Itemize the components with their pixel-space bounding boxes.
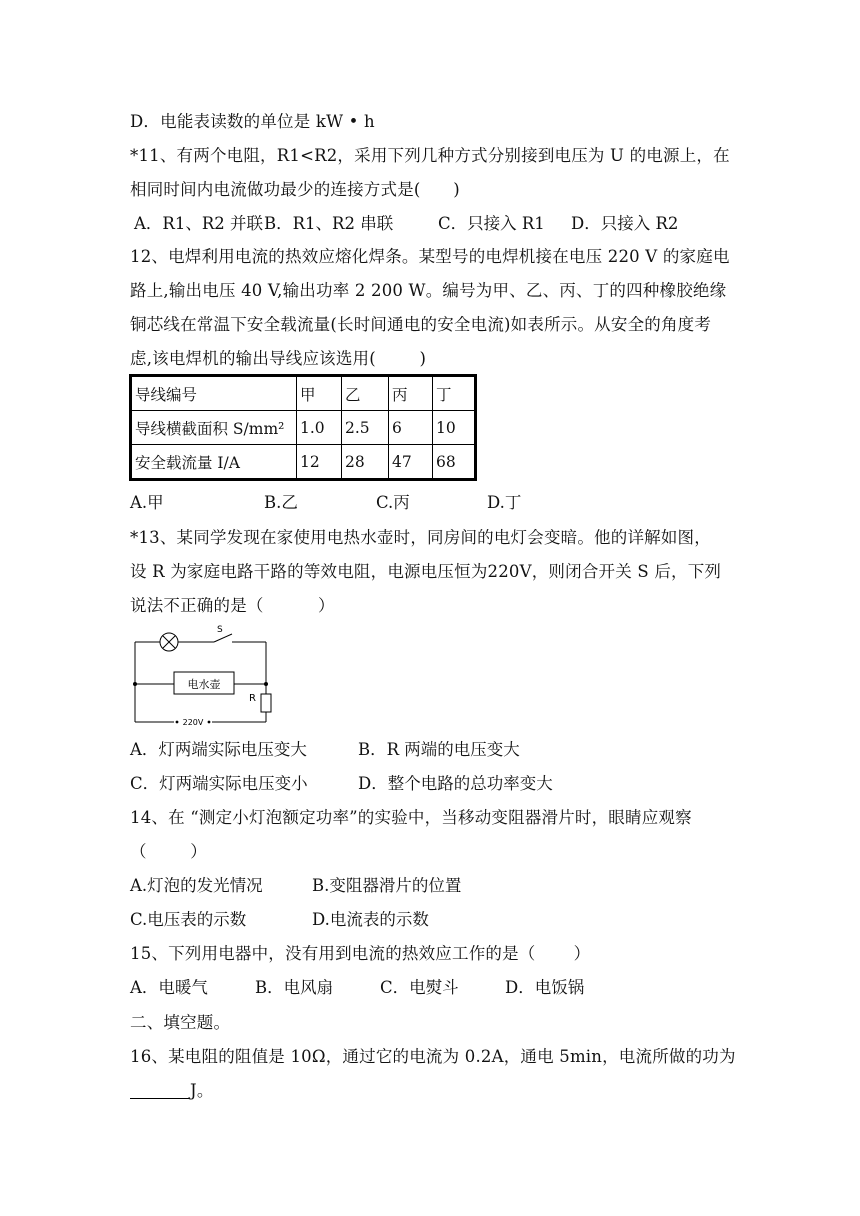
table-cell: 丁: [433, 376, 476, 411]
answer-blank[interactable]: [130, 1082, 190, 1099]
switch-icon: [214, 634, 232, 642]
table-cell: 1.0: [297, 411, 342, 445]
q12-line3: 铜芯线在常温下安全载流量(长时间通电的安全电流)如表所示。从安全的角度考: [130, 315, 712, 334]
source-label: 220V: [182, 718, 204, 727]
circuit-diagram: [128, 622, 278, 730]
q13-line1: *13、某同学发现在家使用电热水壶时，同房间的电灯会变暗。他的详解如图，: [130, 528, 711, 547]
q14-option-c: C.电压表的示数: [130, 910, 247, 929]
table-cell: 导线编号: [131, 376, 297, 411]
table-cell: 6: [389, 411, 433, 445]
q13-line2: 设 R 为家庭电路干路的等效电阻，电源电压恒为220V，则闭合开关 S 后，下列: [130, 562, 722, 581]
table-cell: 28: [342, 445, 389, 480]
table-cell: 安全载流量 I/A: [131, 445, 297, 480]
q14-option-b: B.变阻器滑片的位置: [312, 876, 462, 895]
q12-line4: 虑,该电焊机的输出导线应该选用( ): [130, 349, 427, 368]
table-cell: 12: [297, 445, 342, 480]
q15-option-d: D．电饭锅: [505, 978, 585, 997]
table-row: [131, 376, 476, 411]
q12-option-b: B.乙: [264, 493, 298, 512]
table-row: [131, 445, 476, 480]
q13-option-b: B．R 两端的电压变大: [358, 740, 520, 759]
switch-label: S: [217, 625, 223, 635]
table-row: [131, 411, 476, 445]
q14-line2: （ ）: [130, 842, 207, 861]
q12-line2: 路上,输出电压 40 V,输出功率 2 200 W。编号为甲、乙、丙、丁的四种橡胶绝缘: [130, 281, 727, 300]
q12-option-c: C.丙: [376, 493, 410, 512]
table-cell: 10: [433, 411, 476, 445]
q15-option-c: C．电熨斗: [380, 978, 459, 997]
table-cell: 乙: [342, 376, 389, 411]
q15-option-a: A．电暖气: [130, 978, 208, 997]
q14-option-a: A.灯泡的发光情况: [130, 876, 263, 895]
q13-option-a: A．灯两端实际电压变大: [130, 740, 307, 759]
q12-option-a: A.甲: [130, 493, 164, 512]
q11-option-b: B．R1、R2 串联: [264, 214, 394, 233]
q12-option-d: D.丁: [487, 493, 522, 512]
q11-option-c: C．只接入 R1: [438, 214, 545, 233]
q15-option-b: B．电风扇: [255, 978, 334, 997]
table-cell: 导线横截面积 S/mm²: [131, 411, 297, 445]
q16-line2: [130, 1080, 214, 1102]
q11-option-a: A．R1、R2 并联: [134, 214, 264, 233]
resistor-label: R: [249, 693, 256, 704]
resistor-icon: [261, 694, 271, 712]
table-cell: 甲: [297, 376, 342, 411]
table-cell: 丙: [389, 376, 433, 411]
q13-option-c: C．灯两端实际电压变小: [130, 774, 308, 793]
table-cell: 68: [433, 445, 476, 480]
q13-option-d: D．整个电路的总功率变大: [358, 774, 553, 793]
section-title: 二、填空题。: [130, 1013, 231, 1032]
q15-line: 15、下列用电器中，没有用到电流的热效应工作的是（ ）: [130, 944, 591, 963]
q16-line2-suffix: J。: [190, 1081, 214, 1100]
q14-line1: 14、在 “测定小灯泡额定功率”的实验中，当移动变阻器滑片时，眼睛应观察: [130, 808, 692, 827]
table-cell: 47: [389, 445, 433, 480]
q13-line3: 说法不正确的是（ ）: [130, 596, 335, 615]
q10-option-d: D．电能表读数的单位是 kW • h: [130, 112, 375, 131]
table-cell: 2.5: [342, 411, 389, 445]
q11-option-d: D．只接入 R2: [571, 214, 679, 233]
kettle-label: 电水壶: [187, 678, 221, 691]
q14-option-d: D.电流表的示数: [312, 910, 429, 929]
q12-line1: 12、电焊利用电流的热效应熔化焊条。某型号的电焊机接在电压 220 V 的家庭电: [130, 247, 730, 266]
q11-stem-line1: *11、有两个电阻，R1<R2，采用下列几种方式分别接到电压为 U 的电源上，在: [130, 146, 730, 165]
q11-stem-line2: 相同时间内电流做功最少的连接方式是( ): [130, 180, 460, 199]
q16-line1: 16、某电阻的阻值是 10Ω，通过它的电流为 0.2A，通电 5min，电流所做的功为: [130, 1047, 736, 1066]
wire-spec-table: [129, 374, 477, 481]
